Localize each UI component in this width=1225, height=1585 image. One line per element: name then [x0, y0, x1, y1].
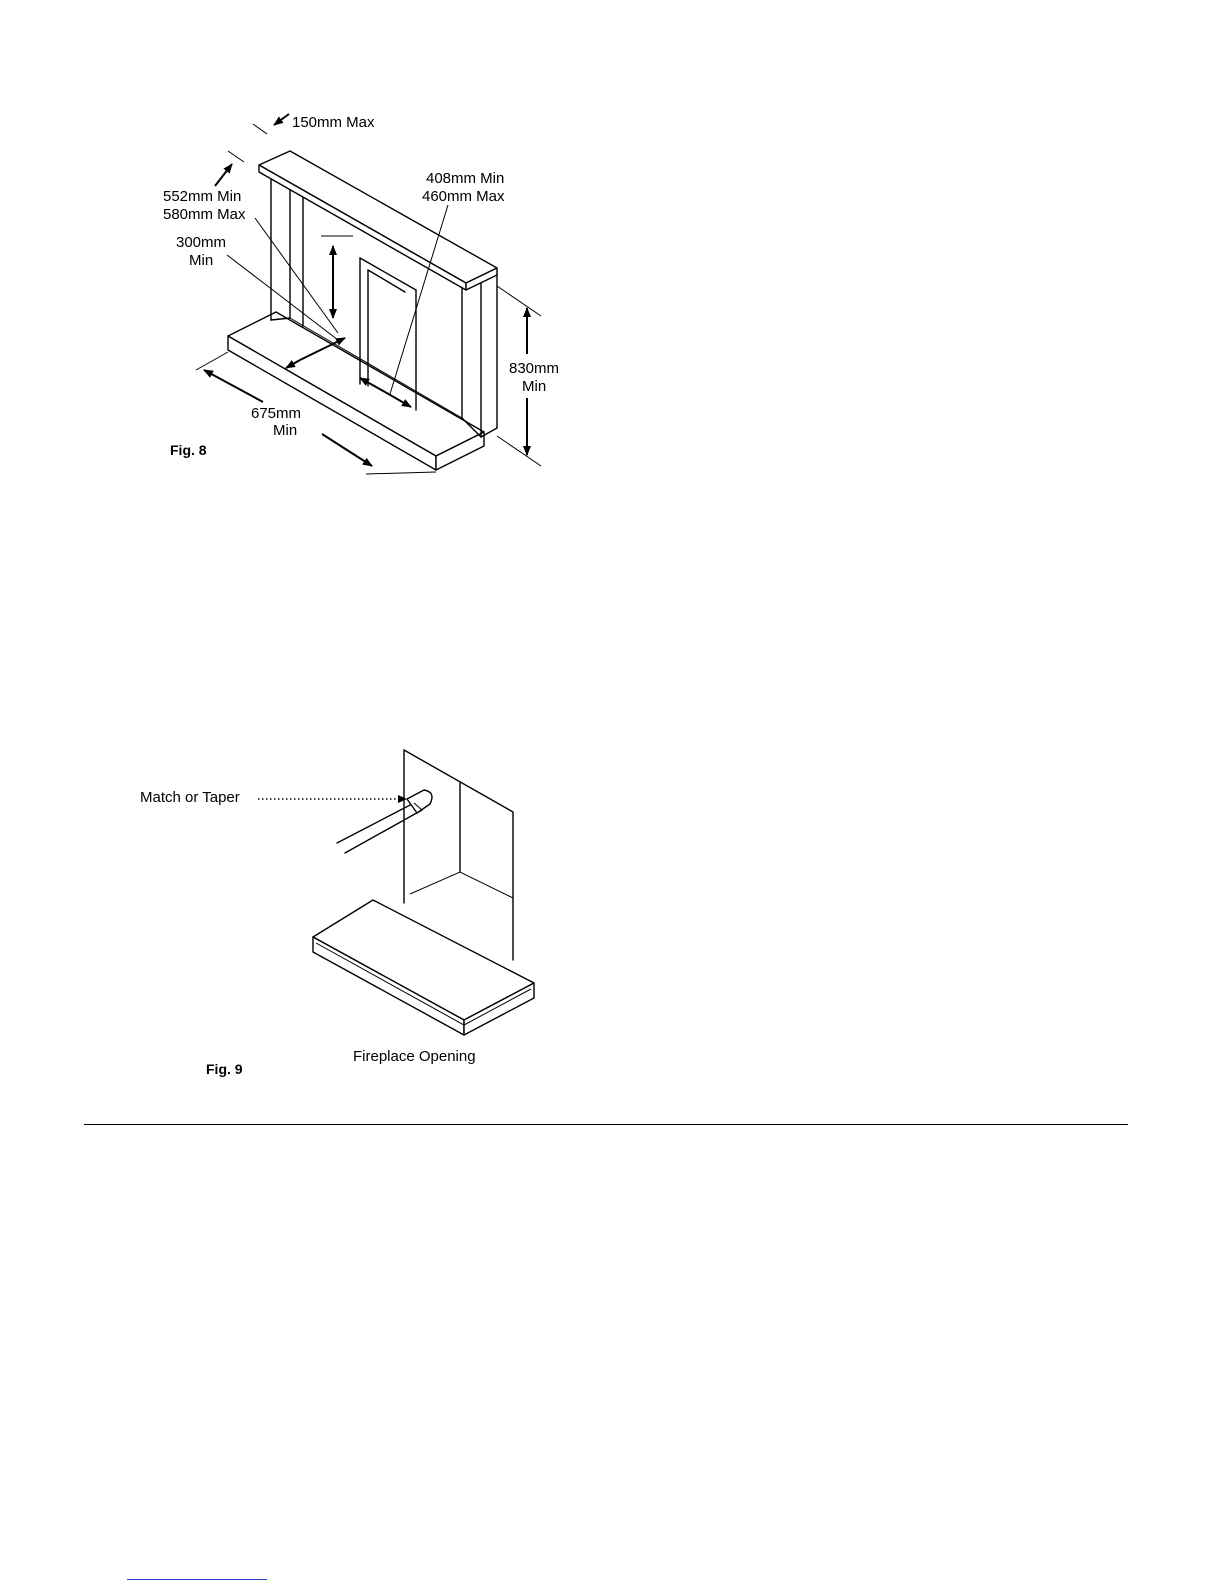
dim-shelf-depth	[253, 114, 375, 134]
fig8-right-leg	[462, 272, 497, 437]
dim-hearth-width-label: 675mm	[251, 405, 302, 422]
dim-overall-height-suffix: Min	[522, 378, 547, 395]
fig9-pointer	[140, 789, 407, 806]
dim-depth-max-label: 580mm Max	[163, 206, 246, 223]
fig9-hearth	[313, 900, 534, 1035]
fig8-left-leg	[271, 176, 290, 320]
fig9-diagram	[140, 750, 534, 1077]
fig8-diagram	[163, 114, 559, 474]
dim-overall-height-label: 830mm	[509, 360, 560, 377]
match-or-taper-label: Match or Taper	[140, 789, 240, 806]
dim-shelf-depth-label: 150mm Max	[292, 114, 375, 131]
section-divider	[84, 1124, 1128, 1125]
dim-depth-min-label: 552mm Min	[163, 188, 242, 205]
footer-rule	[127, 1579, 267, 1580]
dim-inner-height-suffix: Min	[189, 252, 214, 269]
fig9-caption: Fireplace Opening	[353, 1048, 476, 1065]
dim-opening-min-label: 408mm Min	[426, 170, 505, 187]
fig9-label: Fig. 9	[206, 1061, 243, 1077]
dim-overall-height	[497, 286, 559, 466]
dim-inner-height-label: 300mm	[176, 234, 227, 251]
fig8-label: Fig. 8	[170, 442, 207, 458]
dim-opening-max-label: 460mm Max	[422, 188, 505, 205]
fig8-hearth	[228, 312, 484, 470]
dim-hearth-width-suffix: Min	[273, 422, 298, 439]
